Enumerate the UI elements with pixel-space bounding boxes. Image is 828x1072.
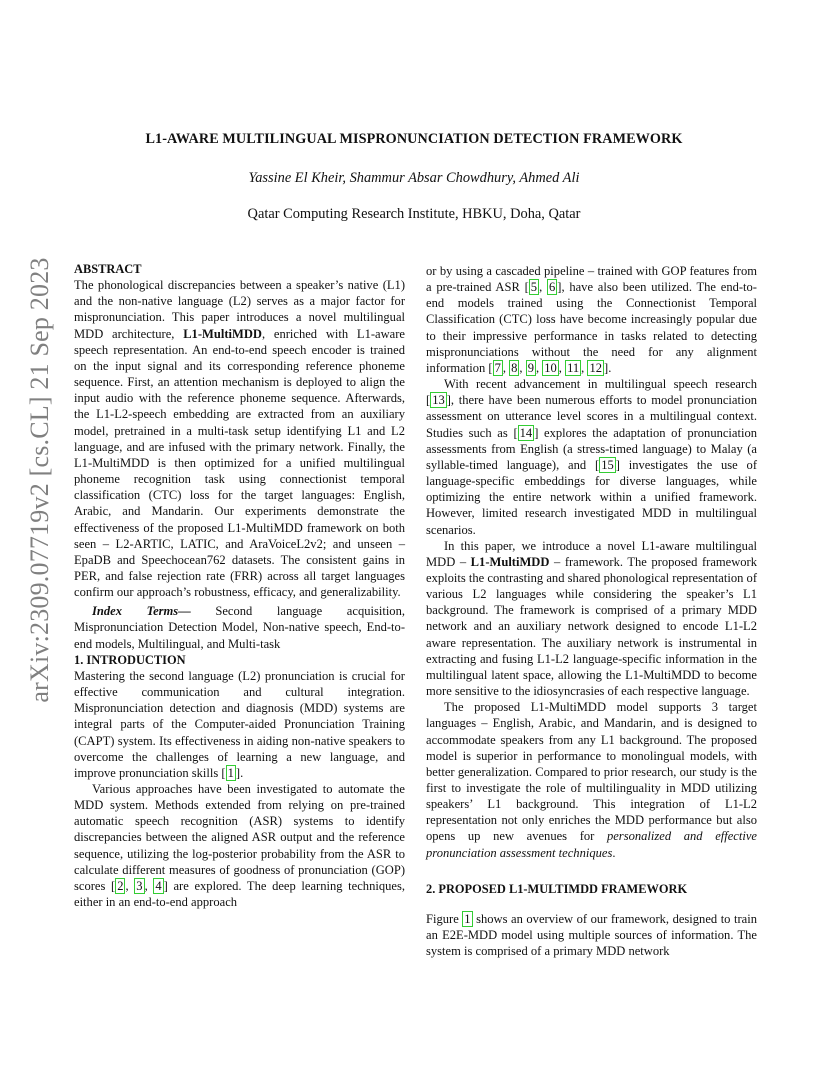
intro-paragraph-1: Mastering the second language (L2) pronunciation is crucial for effective communication and cultural integration. Mispronunciation detection and diagnosis (MDD) systems are integral parts of the Computer-aided Pronunciation Training (CAPT) system. Its effectiveness in aiding non-native speakers to overcome the challenges of learning a new language, and improve pronunciation skills [ 1 ]. xyxy=(74,668,405,780)
intro-paragraph-4: In this paper, we introduce a novel L1-aware multilingual MDD – L1-MultiMDD – framework. The proposed framework exploits the contrasting and shared phonological representation of various L2 languages while considering the speaker’s L1 background. The framework is comprised of a primary MDD network and an auxiliary network designed to encode L1-L2 aware representation. The auxiliary network is instrumental in extracting and fusing L1-L2 language-specific information in the multilingual latent space, allowing the L1-MultiMDD to become more sensitive to the idiosyncrasies of each respective language. xyxy=(426,538,757,699)
left-column xyxy=(74,261,405,910)
intro-paragraph-3: With recent advancement in multilingual speech research [ 13 ], there have been numerous efforts to model pronunciation assessment on utterance level scores in a multilingual context. Studies such as [ 14 ] explores the adaptation of pronunciation assessments from English (a stress-timed language) to Malay (a syllable-timed language), and [ 15 ] investigates the use of language-specific embeddings for diverse languages, while optimizing the entire network within a unified framework. However, limited research investigated MDD in multilingual scenarios. xyxy=(426,377,758,537)
citation-link[interactable]: 2 xyxy=(117,878,124,893)
index-terms: Index Terms— Second language acquisition, Mispronunciation Detection Model, Non-native speech, End-to-end models, Multilingual, and Multi-task xyxy=(74,604,405,651)
citation-link[interactable]: 11 xyxy=(567,360,580,375)
intro-heading: 1. INTRODUCTION xyxy=(74,652,186,667)
figure-link[interactable]: 1 xyxy=(464,911,471,926)
author-list: Yassine El Kheir, Shammur Absar Chowdhury, Ahmed Ali xyxy=(248,170,580,186)
citation-link[interactable]: 10 xyxy=(544,360,557,375)
affiliation: Qatar Computing Research Institute, HBKU, Doha, Qatar xyxy=(247,206,581,222)
intro-paragraph-2-cont: or by using a cascaded pipeline – trained with GOP features from a pre-trained ASR [ 5 , 6 ], have also been utilized. The end-to-end models trained using the Connectionist Temporal Classification (CTC) loss have become increasingly popular due to their impressive performance in tasks related to detecting mispronunciations without the need for any alignment information [ 7 , 8 , 9 , 10 , 11 , 12 ]. xyxy=(426,264,757,375)
model-name-bold: L1-MultiMDD xyxy=(470,554,550,569)
citation-link[interactable]: 14 xyxy=(519,425,533,440)
paper-title: L1-AWARE MULTILINGUAL MISPRONUNCIATION DETECTION FRAMEWORK xyxy=(145,131,683,147)
citation-link[interactable]: 7 xyxy=(494,360,501,375)
citation-link[interactable]: 5 xyxy=(530,280,538,295)
italic-phrase: personalized and effective pronunciation assessment techniques xyxy=(426,829,757,860)
abstract-paragraph: The phonological discrepancies between a speaker’s native (L1) and the non-native language (L2) serves as a major factor for mispronunciation. This paper introduces a novel multilingual MDD architecture, L1-MultiMDD, enriched with L1-aware speech representation. An end-to-end speech encoder is trained on the input signal and its corresponding reference phoneme sequence. First, an attention mechanism is deployed to align the input audio with the reference phoneme sequence. Afterwards, the L1-L2-speech embedding are extracted from an auxiliary model, pretrained in a multi-task setup identifying L1 and L2 language, and are infused with the primary network. Finally, the L1-MultiMDD is then optimized for a unified multilingual phoneme recognition task using connectionist temporal classification (CTC) loss for the target languages: English, Arabic, and Mandarin. Our experiments demonstrate the effectiveness of the proposed L1-MultiMDD framework on both seen – L2-ARTIC, LATIC, and AraVoiceL2v2; and unseen – EpaDB and Speechocean762 datasets. The consistent gains in PER, and false rejection rate (FRR) across all target languages confirm our approach’s robustness, efficacy, and generalizability. xyxy=(74,278,405,600)
arxiv-stamp: arXiv:2309.07719v2 [cs.CL] 21 Sep 2023 xyxy=(25,257,54,703)
intro-paragraph-5: The proposed L1-MultiMDD model supports 3 target languages – English, Arabic, and Mandarin, and is designed to accommodate speakers from any L1 background. The proposed model is superior in performance to monolingual models, with better generalization. Compared to prior research, our study is the first to investigate the role of multilinguality in MDD utilizing speakers’ L1 background. This integration of L1-L2 representation not only enriches the MDD performance but also opens up new avenues for personalized and effective pronunciation assessment techniques. xyxy=(426,700,757,860)
citation-link[interactable]: 12 xyxy=(589,360,602,375)
citation-link[interactable]: 6 xyxy=(548,280,556,295)
abstract-heading: ABSTRACT xyxy=(74,262,142,276)
section-2-heading: 2. PROPOSED L1-MULTIMDD FRAMEWORK xyxy=(426,881,688,896)
citation-link[interactable]: 4 xyxy=(155,878,162,893)
citation-link[interactable]: 13 xyxy=(432,393,445,408)
citation-link[interactable]: 1 xyxy=(227,765,234,780)
citation-link[interactable]: 15 xyxy=(601,457,614,472)
right-column xyxy=(426,263,757,959)
section-2-paragraph-1: Figure 1 shows an overview of our framework, designed to train an E2E-MDD model using multiple sources of information. The system is comprised of a primary MDD network xyxy=(426,911,757,959)
intro-paragraph-2: Various approaches have been investigated to automate the MDD system. Methods extended from relying on pre-trained automatic speech recognition (ASR) systems to identify discrepancies between the aligned ASR output and the reference sequence, utilizing the log-posterior probability from the ASR to calculate different measures of goodness of pronunciation (GOP) scores [ 2 , 3 , 4 ] are explored. The deep learning techniques, either in an end-to-end approach xyxy=(74,782,405,910)
model-name-bold: L1-MultiMDD xyxy=(183,326,262,341)
citation-link[interactable]: 3 xyxy=(136,878,143,893)
citation-link[interactable]: 9 xyxy=(527,360,534,375)
citation-link[interactable]: 8 xyxy=(511,360,518,375)
